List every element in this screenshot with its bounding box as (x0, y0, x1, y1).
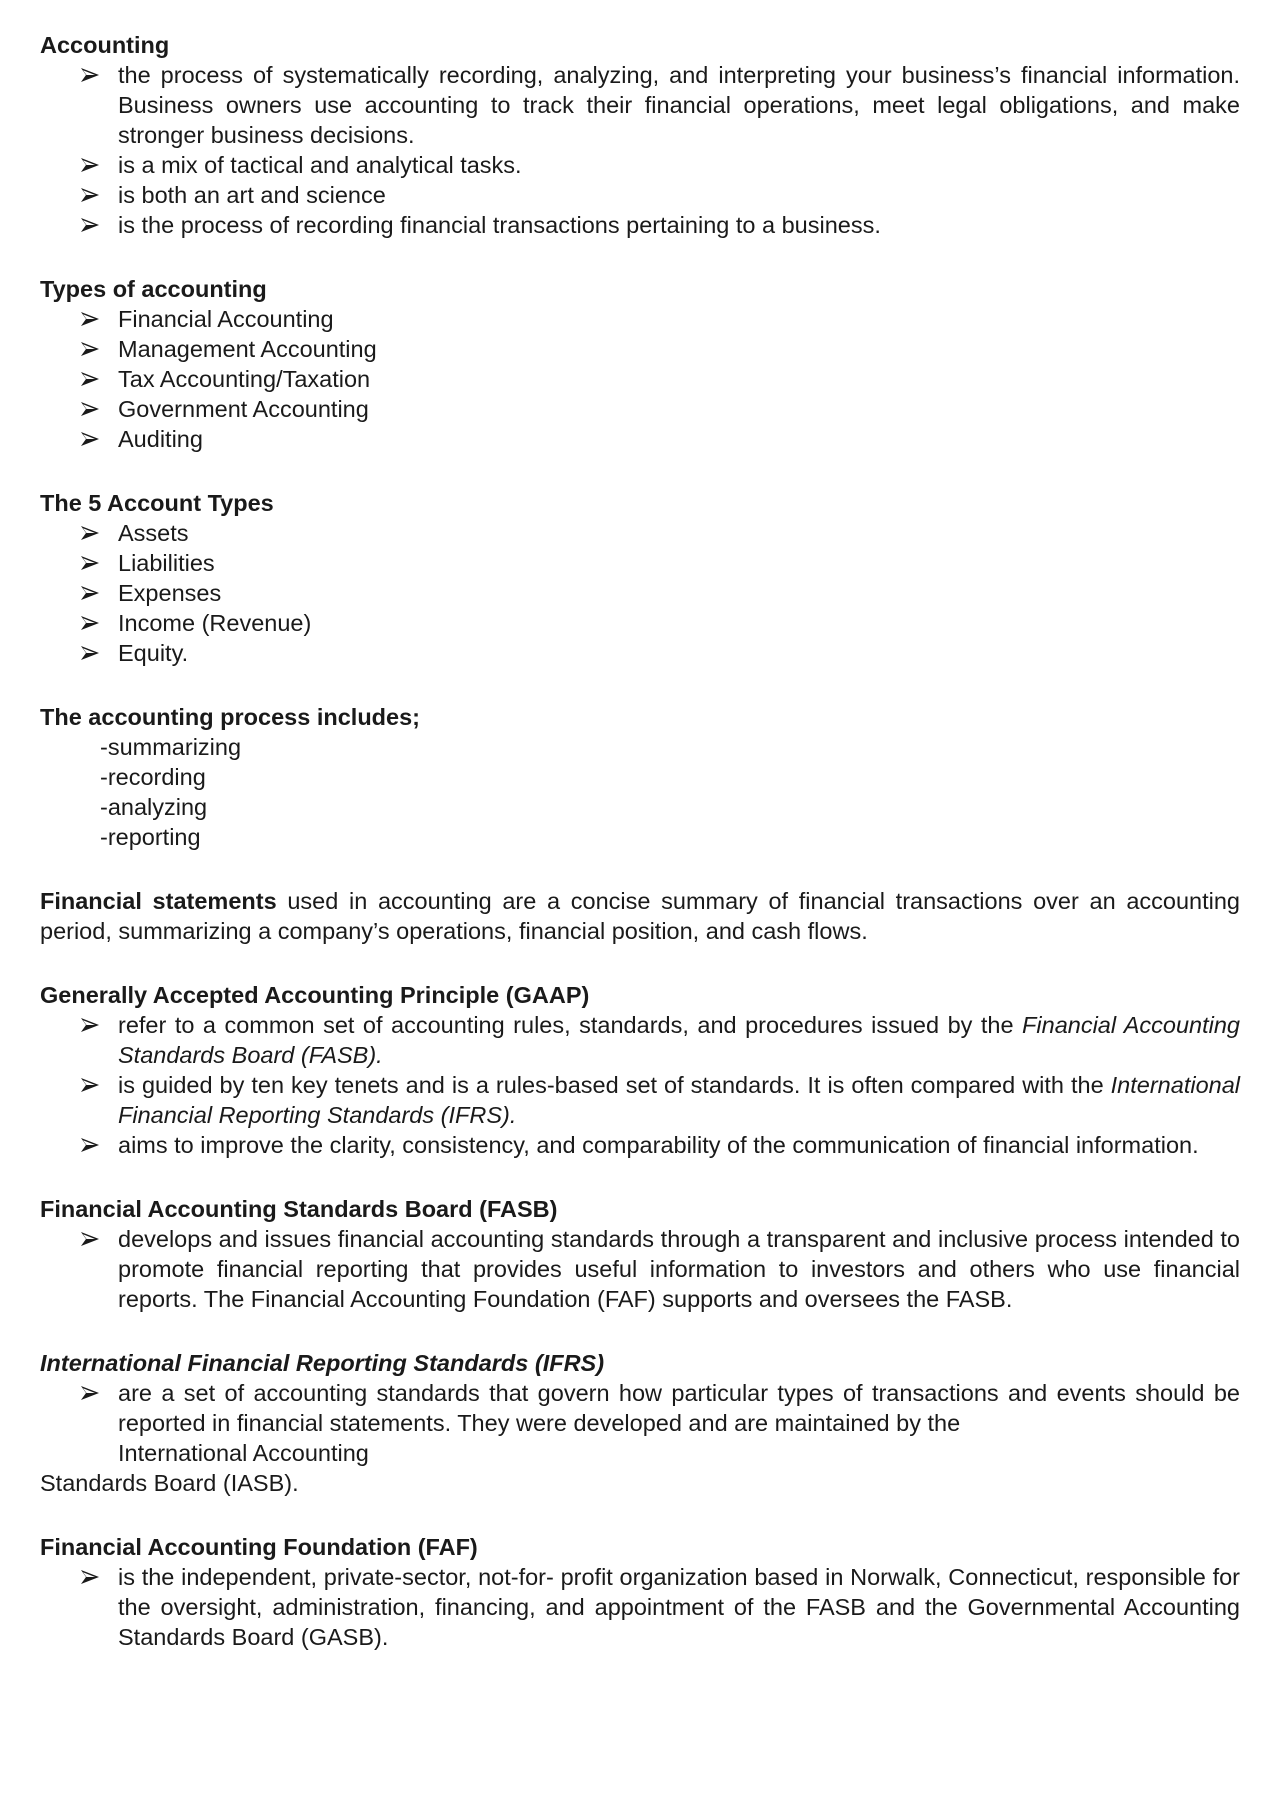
arrow-bullet-icon (80, 304, 104, 334)
list-item: Financial Accounting (40, 304, 1240, 334)
section-heading: Financial Accounting Standards Board (FASB) (40, 1196, 558, 1222)
list-item: Assets (40, 518, 1240, 548)
section-ifrs (40, 1348, 1240, 1498)
arrow-bullet-icon (80, 578, 104, 608)
section-heading: The 5 Account Types (40, 490, 274, 516)
bullet-list (40, 304, 1240, 454)
bold-term: Financial statements (40, 888, 277, 914)
list-item: -recording (100, 764, 206, 790)
list-item: is the process of recording financial transactions pertaining to a business. (40, 210, 1240, 240)
list-item: is the independent, private-sector, not-for- profit organization based in Norwalk, Connecticut, responsible for the oversight, administration, financing, and appointment of the FASB and the Governmental Accounting Standards Board (GASB). (40, 1562, 1240, 1652)
list-item: Expenses (40, 578, 1240, 608)
section-gaap (40, 980, 1240, 1160)
section-heading: Generally Accepted Accounting Principle (GAAP) (40, 982, 590, 1008)
bullet-list (40, 1378, 1240, 1468)
section-fasb (40, 1194, 1240, 1314)
arrow-bullet-icon (80, 394, 104, 424)
section-accounting-process (40, 702, 1240, 852)
arrow-bullet-icon (80, 548, 104, 578)
list-item: Income (Revenue) (40, 608, 1240, 638)
list-item: aims to improve the clarity, consistency, and comparability of the communication of financial information. (40, 1130, 1240, 1160)
arrow-bullet-icon (80, 334, 104, 364)
section-accounting (40, 30, 1240, 240)
arrow-bullet-icon (80, 1378, 104, 1408)
arrow-bullet-icon (80, 150, 104, 180)
arrow-bullet-icon (80, 60, 104, 90)
arrow-bullet-icon (80, 424, 104, 454)
bullet-list (40, 60, 1240, 240)
list-item: Equity. (40, 638, 1240, 668)
arrow-bullet-icon (80, 364, 104, 394)
continuation-text: Standards Board (IASB). (40, 1470, 299, 1496)
paragraph: Financial statements used in accounting are a concise summary of financial transactions over an accounting period, summarizing a company’s operations, financial position, and cash flows. (40, 888, 1240, 944)
list-item: Liabilities (40, 548, 1240, 578)
list-item: Auditing (40, 424, 1240, 454)
arrow-bullet-icon (80, 1130, 104, 1160)
section-types-of-accounting (40, 274, 1240, 454)
arrow-bullet-icon (80, 1562, 104, 1592)
section-heading: Financial Accounting Foundation (FAF) (40, 1534, 478, 1560)
list-item: Tax Accounting/Taxation (40, 364, 1240, 394)
arrow-bullet-icon (80, 1070, 104, 1100)
arrow-bullet-icon (80, 1224, 104, 1254)
bullet-list (40, 1010, 1240, 1160)
list-item: -analyzing (100, 794, 208, 820)
list-item: is a mix of tactical and analytical tasks. (40, 150, 1240, 180)
bullet-list (40, 1562, 1240, 1652)
list-item: develops and issues financial accounting standards through a transparent and inclusive process intended to promote financial reporting that provides useful information to investors and others who use financial reports. The Financial Accounting Foundation (FAF) supports and oversees the FASB. (40, 1224, 1240, 1314)
list-item: the process of systematically recording, analyzing, and interpreting your business’s financial information. Business owners use accounting to track their financial operations, meet legal obligations, and make stronger business decisions. (40, 60, 1240, 150)
section-heading: Types of accounting (40, 276, 267, 302)
bullet-list (40, 518, 1240, 668)
arrow-bullet-icon (80, 638, 104, 668)
section-heading: Accounting (40, 32, 170, 58)
arrow-bullet-icon (80, 518, 104, 548)
section-heading: The accounting process includes; (40, 704, 420, 730)
list-item: Government Accounting (40, 394, 1240, 424)
arrow-bullet-icon (80, 1010, 104, 1040)
section-financial-statements (40, 886, 1240, 946)
dash-list (40, 732, 1240, 852)
list-item: -reporting (100, 824, 201, 850)
arrow-bullet-icon (80, 210, 104, 240)
section-faf (40, 1532, 1240, 1652)
section-heading: International Financial Reporting Standards (IFRS) (40, 1350, 605, 1376)
arrow-bullet-icon (80, 608, 104, 638)
list-item: Management Accounting (40, 334, 1240, 364)
arrow-bullet-icon (80, 180, 104, 210)
list-item: is both an art and science (40, 180, 1240, 210)
section-account-types (40, 488, 1240, 668)
list-item: are a set of accounting standards that govern how particular types of transactions and events should be reported in financial statements. They were developed and are maintained by the International Accounting (40, 1378, 1240, 1468)
list-item: -summarizing (100, 734, 242, 760)
list-item: is guided by ten key tenets and is a rules-based set of standards. It is often compared with the International Financial Reporting Standards (IFRS). (40, 1070, 1240, 1130)
list-item: refer to a common set of accounting rules, standards, and procedures issued by the Financial Accounting Standards Board (FASB). (40, 1010, 1240, 1070)
bullet-list (40, 1224, 1240, 1314)
